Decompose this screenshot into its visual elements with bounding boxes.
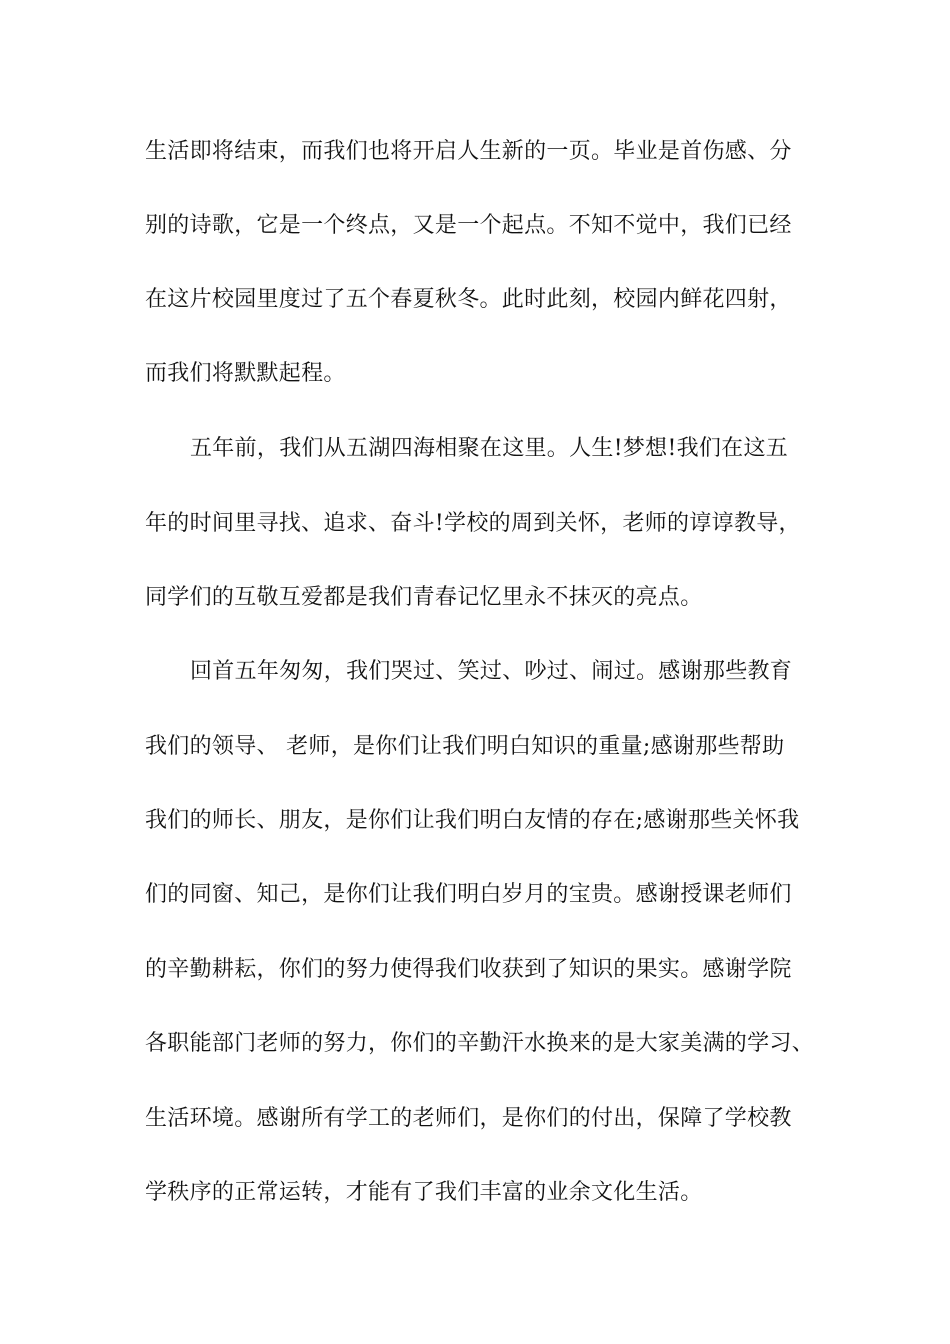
text-line: 五年前，我们从五湖四海相聚在这里。人生!梦想!我们在这五 (190, 436, 789, 461)
text-line: 回首五年匆匆，我们哭过、笑过、吵过、闹过。感谢那些教育 (190, 659, 793, 684)
text-line: 们的同窗、知己，是你们让我们明白岁月的宝贵。感谢授课老师们 (145, 882, 792, 907)
text-line: 生活即将结束，而我们也将开启人生新的一页。毕业是首伤感、分 (145, 139, 792, 164)
text-line: 年的时间里寻找、追求、奋斗!学校的周到关怀，老师的谆谆教导， (145, 511, 801, 536)
text-line: 同学们的互敬互爱都是我们青春记忆里永不抹灭的亮点。 (145, 585, 703, 610)
text-line: 而我们将默默起程。 (145, 361, 346, 386)
text-line: 的辛勤耕耘，你们的努力使得我们收获到了知识的果实。感谢学院 (145, 957, 792, 982)
text-line: 生活环境。感谢所有学工的老师们，是你们的付出，保障了学校教 (145, 1106, 792, 1131)
text-line: 我们的领导、 老师，是你们让我们明白知识的重量;感谢那些帮助 (145, 734, 785, 759)
text-line: 在这片校园里度过了五个春夏秋冬。此时此刻，校园内鲜花四射， (145, 287, 792, 312)
text-line: 别的诗歌，它是一个终点，又是一个起点。不知不觉中，我们已经 (145, 213, 792, 238)
text-line: 我们的师长、朋友，是你们让我们明白友情的存在;感谢那些关怀我 (145, 808, 800, 833)
text-line: 各职能部门老师的努力，你们的辛勤汗水换来的是大家美满的学习、 (145, 1031, 815, 1056)
text-line: 学秩序的正常运转，才能有了我们丰富的业余文化生活。 (145, 1180, 703, 1205)
